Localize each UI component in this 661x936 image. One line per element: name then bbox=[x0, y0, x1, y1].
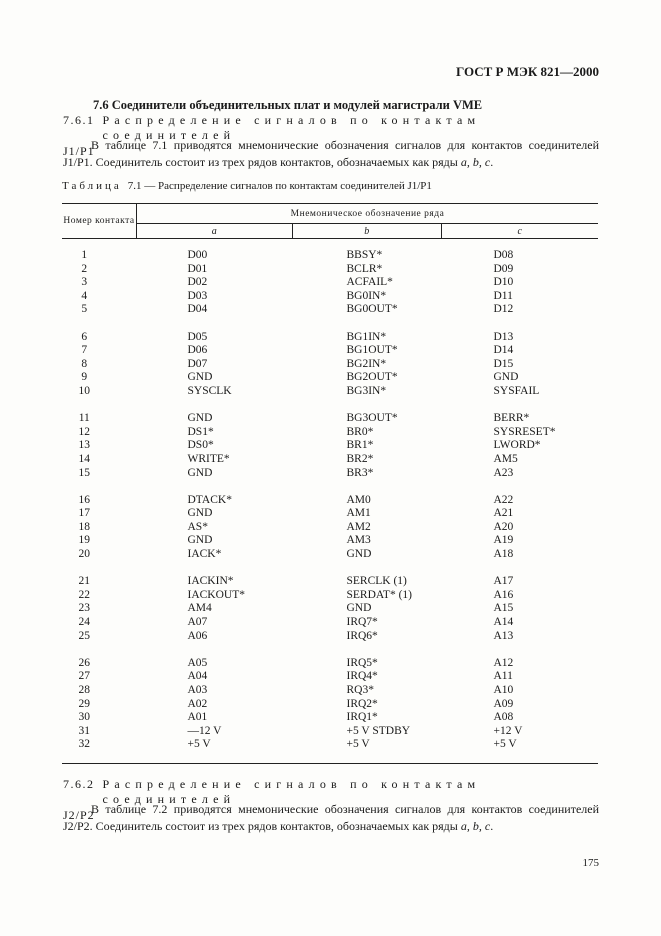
row-b-cell: GND bbox=[346, 602, 372, 615]
paragraph-2 bbox=[63, 801, 599, 835]
row-c-cell: SYSFAIL bbox=[493, 384, 540, 397]
row-a-cell: GND bbox=[187, 412, 213, 425]
row-letters: a, b, c bbox=[460, 819, 491, 833]
row-a-cell: A07 bbox=[187, 616, 208, 629]
subsection-number: 7.6.1 bbox=[63, 113, 95, 127]
pin-number-cell: 22 bbox=[78, 588, 90, 601]
section-title: 7.6 Соединители объединительных плат и модулей магистрали VME bbox=[93, 98, 483, 112]
pin-number-cell: 28 bbox=[78, 684, 90, 696]
pin-number-cell: 14 bbox=[78, 452, 90, 465]
spacer-cell bbox=[62, 480, 137, 494]
row-b-cell: BG1IN* bbox=[346, 330, 387, 343]
table-row bbox=[62, 548, 598, 562]
group-spacer bbox=[62, 752, 598, 764]
pin-number-cell: 6 bbox=[81, 330, 88, 343]
spacer-cell bbox=[442, 562, 599, 576]
pin-number-cell: 20 bbox=[78, 548, 90, 561]
row-c-cell: A21 bbox=[493, 507, 514, 520]
row-b-cell: AM1 bbox=[346, 507, 371, 520]
row-c-cell: A16 bbox=[493, 588, 514, 601]
row-c-cell: +5 V bbox=[493, 738, 517, 751]
row-b-cell: BBSY* bbox=[346, 249, 383, 261]
pin-number-cell: 19 bbox=[78, 534, 90, 547]
spacer-cell bbox=[442, 399, 599, 413]
row-b-cell: IRQ5* bbox=[346, 656, 378, 669]
pin-number-cell: 3 bbox=[81, 276, 88, 289]
row-a-cell: GND bbox=[187, 466, 213, 479]
row-a-cell: SYSCLK bbox=[187, 384, 232, 397]
spacer-cell bbox=[137, 752, 293, 764]
row-b-cell: BR0* bbox=[346, 425, 374, 438]
row-c-cell: BERR* bbox=[493, 412, 530, 425]
spacer-cell bbox=[62, 239, 137, 250]
spacer-cell bbox=[442, 752, 599, 764]
row-a-cell: D05 bbox=[187, 330, 208, 343]
spacer-cell bbox=[293, 562, 442, 576]
spacer-cell bbox=[137, 399, 293, 413]
row-b-cell: BG0OUT* bbox=[346, 303, 398, 316]
row-c-cell: A18 bbox=[493, 548, 514, 561]
table-row bbox=[62, 534, 598, 548]
row-a-cell: A03 bbox=[187, 684, 208, 696]
row-b-cell: IRQ6* bbox=[346, 629, 378, 642]
table-row bbox=[62, 521, 598, 535]
column-c-header: c bbox=[442, 224, 599, 239]
row-c-cell: D12 bbox=[493, 303, 514, 316]
table-row bbox=[62, 698, 598, 712]
table-row bbox=[62, 467, 598, 481]
pin-number-cell: 27 bbox=[78, 670, 90, 683]
subsection-title: Распределение сигналов по контактам соединителей bbox=[102, 113, 481, 142]
row-a-cell: D07 bbox=[187, 357, 208, 370]
row-a-cell: A01 bbox=[187, 711, 208, 724]
row-c-cell: A10 bbox=[493, 684, 514, 696]
paragraph-1 bbox=[63, 137, 599, 171]
row-b-cell: BR1* bbox=[346, 439, 374, 452]
row-b-cell: IRQ4* bbox=[346, 670, 378, 683]
pin-number-cell: 12 bbox=[78, 425, 90, 438]
pin-number-cell: 9 bbox=[81, 371, 88, 384]
row-b-cell: IRQ1* bbox=[346, 711, 378, 724]
spacer-cell bbox=[62, 562, 137, 576]
row-c-cell: D09 bbox=[493, 262, 514, 275]
table-row bbox=[62, 385, 598, 399]
pin-number-cell: 18 bbox=[78, 520, 90, 533]
pin-number-cell: 32 bbox=[78, 738, 90, 751]
row-c-cell: D11 bbox=[493, 289, 513, 302]
table-row bbox=[62, 263, 598, 277]
row-c-cell: SYSRESET* bbox=[493, 425, 556, 438]
row-c-cell: D14 bbox=[493, 344, 514, 357]
row-b-cell: BG2OUT* bbox=[346, 371, 398, 384]
row-letters: a, b, c bbox=[460, 155, 491, 169]
row-a-cell: DS0* bbox=[187, 439, 214, 452]
row-a-cell: GND bbox=[187, 534, 213, 547]
spacer-cell bbox=[442, 480, 599, 494]
row-b-cell: SERCLK (1) bbox=[346, 575, 407, 588]
spacer-cell bbox=[137, 480, 293, 494]
table-row bbox=[62, 276, 598, 290]
row-c-cell: D10 bbox=[493, 276, 514, 289]
spacer-cell bbox=[293, 399, 442, 413]
row-b-cell: SERDAT* (1) bbox=[346, 588, 412, 601]
group-spacer bbox=[62, 317, 598, 331]
row-b-cell: BG0IN* bbox=[346, 289, 387, 302]
column-a-header: a bbox=[137, 224, 293, 239]
spacer-cell bbox=[442, 643, 599, 657]
row-c-cell: A12 bbox=[493, 656, 514, 669]
table-row bbox=[62, 249, 598, 263]
row-c-cell: A13 bbox=[493, 629, 514, 642]
pin-number-cell: 7 bbox=[81, 344, 88, 357]
spacer-cell bbox=[137, 562, 293, 576]
row-a-cell: D03 bbox=[187, 289, 208, 302]
table-row bbox=[62, 616, 598, 630]
pin-number-cell: 2 bbox=[81, 262, 88, 275]
row-b-cell: BG2IN* bbox=[346, 357, 387, 370]
table-row bbox=[62, 738, 598, 752]
table-row bbox=[62, 358, 598, 372]
spacer-cell bbox=[137, 317, 293, 331]
pin-number-cell: 17 bbox=[78, 507, 90, 520]
row-a-cell: AM4 bbox=[187, 602, 212, 615]
row-a-cell: A04 bbox=[187, 670, 208, 683]
pin-number-cell: 30 bbox=[78, 711, 90, 724]
table-row bbox=[62, 684, 598, 698]
table-row bbox=[62, 602, 598, 616]
table-caption-text: 7.1 — Распределение сигналов по контактам соединителей J1/P1 bbox=[127, 180, 432, 192]
spacer-cell bbox=[62, 752, 137, 764]
row-c-cell: D15 bbox=[493, 357, 514, 370]
spacer-cell bbox=[62, 399, 137, 413]
row-a-cell: DTACK* bbox=[187, 493, 232, 506]
table-row bbox=[62, 630, 598, 644]
row-c-cell: A15 bbox=[493, 602, 514, 615]
group-spacer bbox=[62, 562, 598, 576]
row-b-cell: AM0 bbox=[346, 493, 371, 506]
spacer-cell bbox=[293, 317, 442, 331]
row-b-cell: BG1OUT* bbox=[346, 344, 398, 357]
pin-number-cell: 4 bbox=[81, 289, 88, 302]
row-c-cell: A22 bbox=[493, 493, 514, 506]
pin-assignment-table bbox=[62, 203, 598, 764]
table-row bbox=[62, 331, 598, 345]
pin-number-cell: 31 bbox=[78, 724, 90, 737]
spacer-cell bbox=[293, 752, 442, 764]
row-a-cell: IACK* bbox=[187, 548, 222, 561]
paragraph-text: В таблице 7.1 приводятся мнемонические обозначения сигналов для контактов соединителей J1/P1. Соединитель состоит из трех рядов контактов, обозначаемых как ряды bbox=[63, 138, 599, 169]
subsection-number: 7.6.2 bbox=[63, 777, 95, 791]
table-row bbox=[62, 507, 598, 521]
table-row bbox=[62, 453, 598, 467]
spacer-cell bbox=[293, 643, 442, 657]
document-code: ГОСТ Р МЭК 821—2000 bbox=[456, 64, 599, 79]
table-row bbox=[62, 589, 598, 603]
pin-number-cell: 11 bbox=[78, 412, 90, 425]
pin-number-cell: 15 bbox=[78, 466, 90, 479]
pin-number-header: Номер контакта bbox=[62, 204, 137, 239]
row-c-cell: D13 bbox=[493, 330, 514, 343]
row-a-cell: —12 V bbox=[187, 724, 222, 737]
table-caption-label: Таблица bbox=[62, 180, 122, 192]
pin-table-body bbox=[62, 239, 598, 764]
row-c-cell: +12 V bbox=[493, 724, 523, 737]
pin-number-cell: 16 bbox=[78, 493, 90, 506]
pin-number-cell: 29 bbox=[78, 697, 90, 710]
row-b-cell: BCLR* bbox=[346, 262, 383, 275]
group-spacer bbox=[62, 399, 598, 413]
spacer-cell bbox=[137, 239, 293, 250]
row-c-cell: A19 bbox=[493, 534, 514, 547]
spacer-cell bbox=[442, 317, 599, 331]
row-a-cell: D02 bbox=[187, 276, 208, 289]
table-row bbox=[62, 439, 598, 453]
row-designation-header: Мнемоническое обозначение ряда bbox=[137, 204, 599, 224]
pin-number-cell: 26 bbox=[78, 656, 90, 669]
row-b-cell: GND bbox=[346, 548, 372, 561]
row-b-cell: AM2 bbox=[346, 520, 371, 533]
row-a-cell: IACKIN* bbox=[187, 575, 234, 588]
table-caption bbox=[62, 180, 432, 192]
paragraph-end: . bbox=[490, 819, 494, 833]
table-row bbox=[62, 494, 598, 508]
group-spacer bbox=[62, 643, 598, 657]
row-a-cell: GND bbox=[187, 371, 213, 384]
row-a-cell: D01 bbox=[187, 262, 208, 275]
row-b-cell: IRQ2* bbox=[346, 697, 378, 710]
paragraph-end: . bbox=[490, 155, 494, 169]
row-c-cell: GND bbox=[493, 371, 519, 384]
row-a-cell: WRITE* bbox=[187, 452, 230, 465]
pin-number-cell: 8 bbox=[81, 357, 88, 370]
paragraph-text: В таблице 7.2 приводятся мнемонические обозначения сигналов для контактов соединителей J2/P2. Соединитель состоит из трех рядов контактов, обозначаемых как ряды bbox=[63, 802, 599, 833]
table-row bbox=[62, 670, 598, 684]
row-b-cell: ACFAIL* bbox=[346, 276, 393, 289]
table-row bbox=[62, 371, 598, 385]
row-a-cell: DS1* bbox=[187, 425, 214, 438]
table-row bbox=[62, 290, 598, 304]
row-b-cell: BR2* bbox=[346, 452, 374, 465]
row-b-cell: RQ3* bbox=[346, 684, 374, 696]
column-b-header: b bbox=[293, 224, 442, 239]
table-row bbox=[62, 711, 598, 725]
row-c-cell: A08 bbox=[493, 711, 514, 724]
pin-number-cell: 21 bbox=[78, 575, 90, 588]
spacer-cell bbox=[293, 480, 442, 494]
row-a-cell: IACKOUT* bbox=[187, 588, 245, 601]
row-b-cell: BG3OUT* bbox=[346, 412, 398, 425]
spacer-cell bbox=[137, 643, 293, 657]
spacer-cell bbox=[62, 643, 137, 657]
table-row bbox=[62, 412, 598, 426]
pin-number-cell: 24 bbox=[78, 616, 90, 629]
table-row bbox=[62, 344, 598, 358]
pin-number-cell: 23 bbox=[78, 602, 90, 615]
spacer-cell bbox=[62, 317, 137, 331]
row-a-cell: +5 V bbox=[187, 738, 211, 751]
spacer-cell bbox=[293, 239, 442, 250]
group-spacer bbox=[62, 480, 598, 494]
row-b-cell: IRQ7* bbox=[346, 616, 378, 629]
table-row bbox=[62, 657, 598, 671]
row-c-cell: A17 bbox=[493, 575, 514, 588]
row-c-cell: A09 bbox=[493, 697, 514, 710]
row-a-cell: GND bbox=[187, 507, 213, 520]
subsection-title: Распределение сигналов по контактам соединителей bbox=[102, 777, 481, 806]
row-a-cell: A02 bbox=[187, 697, 208, 710]
page-number: 175 bbox=[582, 857, 599, 869]
row-c-cell: D08 bbox=[493, 249, 514, 261]
spacer-cell bbox=[442, 239, 599, 250]
row-b-cell: BG3IN* bbox=[346, 384, 387, 397]
row-b-cell: BR3* bbox=[346, 466, 374, 479]
row-c-cell: LWORD* bbox=[493, 439, 541, 452]
row-a-cell: AS* bbox=[187, 520, 208, 533]
row-c-cell: A11 bbox=[493, 670, 513, 683]
row-b-cell: +5 V bbox=[346, 738, 370, 751]
table-row bbox=[62, 725, 598, 739]
row-b-cell: +5 V STDBY bbox=[346, 724, 411, 737]
row-a-cell: D00 bbox=[187, 249, 208, 261]
group-spacer bbox=[62, 239, 598, 250]
table-row bbox=[62, 426, 598, 440]
row-a-cell: A06 bbox=[187, 629, 208, 642]
row-c-cell: AM5 bbox=[493, 452, 518, 465]
row-a-cell: D06 bbox=[187, 344, 208, 357]
pin-number-cell: 1 bbox=[81, 249, 88, 261]
row-a-cell: A05 bbox=[187, 656, 208, 669]
pin-number-cell: 5 bbox=[81, 303, 88, 316]
subsection-title-tail: J2/P2 bbox=[63, 808, 95, 822]
subsection-title-tail: J1/P1 bbox=[63, 144, 95, 158]
row-b-cell: AM3 bbox=[346, 534, 371, 547]
table-row bbox=[62, 303, 598, 317]
row-a-cell: D04 bbox=[187, 303, 208, 316]
pin-number-cell: 25 bbox=[78, 629, 90, 642]
pin-number-cell: 13 bbox=[78, 439, 90, 452]
table-row bbox=[62, 575, 598, 589]
row-c-cell: A23 bbox=[493, 466, 514, 479]
row-c-cell: A14 bbox=[493, 616, 514, 629]
pin-number-cell: 10 bbox=[78, 384, 90, 397]
row-c-cell: A20 bbox=[493, 520, 514, 533]
